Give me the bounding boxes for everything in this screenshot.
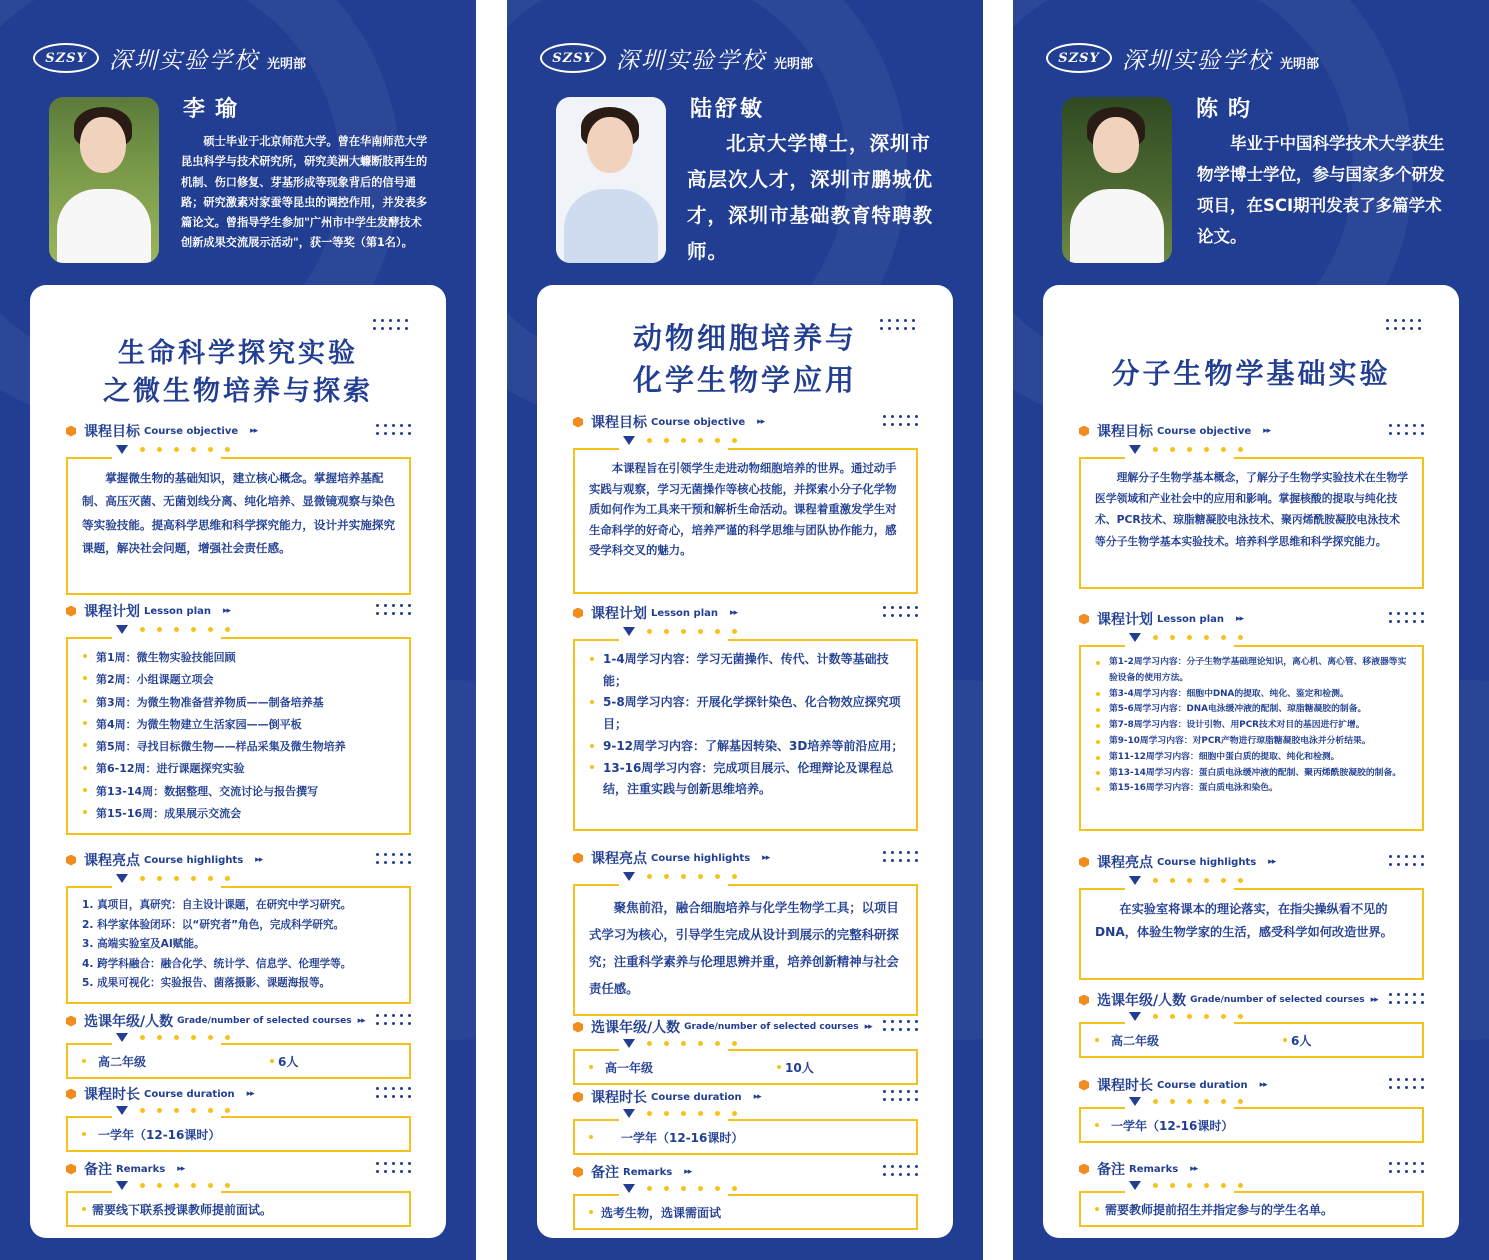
- teacher-photo: [49, 97, 159, 263]
- section-title: 课程计划: [591, 606, 647, 622]
- section-subtitle: Remarks: [116, 1163, 166, 1175]
- plan-list: [589, 649, 904, 801]
- course-title-line2: 之微生物培养与探索: [103, 376, 373, 407]
- section-title: 课程时长: [591, 1090, 647, 1106]
- objective-text: 掌握微生物的基础知识，建立核心概念。掌握培养基配制、高压灭菌、无菌划线分离、纯化培养、显微镜观察与染色等实验技能。提高科学思维和科学探究能力，设计并实施探究课题，解决社会问题，增强社会责任感。: [82, 471, 396, 555]
- section-title: 选课年级/人数: [1097, 993, 1187, 1009]
- grade-value: 高二年级: [1111, 1033, 1160, 1048]
- plan-item: 第3周：为微生物准备营养物质——制备培养基: [82, 692, 397, 714]
- duration-box: [1079, 1107, 1424, 1143]
- hexagon-icon: [1079, 614, 1089, 625]
- course-title-line2: 化学生物学应用: [632, 363, 857, 397]
- count-value: 6人: [1291, 1033, 1312, 1048]
- double-arrow-icon: ▸▸: [222, 606, 231, 616]
- dots-decoration: [376, 1162, 411, 1173]
- highlights-box: [573, 884, 918, 1016]
- hexagon-icon: [573, 1092, 583, 1103]
- hexagon-icon: [1079, 1164, 1089, 1175]
- duration-value: 一学年（12-16课时）: [621, 1130, 744, 1145]
- course-title-line1: 生命科学探究实验: [118, 338, 358, 369]
- double-arrow-icon: ▸▸: [1263, 426, 1271, 436]
- remarks-box: [573, 1194, 918, 1230]
- dots-decoration: [883, 606, 918, 617]
- section-plan: [1079, 609, 1424, 831]
- triangle-dots-marker: [1129, 629, 1424, 645]
- triangle-dots-marker: [623, 1037, 918, 1049]
- section-highlights: [66, 850, 411, 1004]
- section-title: 课程时长: [1097, 1078, 1153, 1094]
- objective-box: [1079, 457, 1424, 589]
- teacher-bio: 毕业于中国科学技术大学获生物学博士学位，参与国家多个研发项目，在SCI期刊发表了多篇学术论文。: [1197, 134, 1445, 246]
- dots-decoration: [883, 851, 918, 862]
- section-grade: [1079, 990, 1424, 1058]
- plan-list: [82, 647, 397, 825]
- hexagon-icon: [573, 608, 583, 619]
- double-arrow-icon: ▸▸: [762, 853, 770, 863]
- section-title: 备注: [1097, 1162, 1125, 1178]
- hexagon-icon: [573, 1167, 583, 1178]
- plan-item: 第1-2周学习内容：分子生物学基础理论知识，离心机、离心管、移液器等实验设备的使用方法。: [1095, 655, 1410, 687]
- plan-box: [1079, 645, 1424, 831]
- section-title: 选课年级/人数: [84, 1014, 174, 1030]
- section-objective: [66, 421, 411, 595]
- hexagon-icon: [1079, 995, 1089, 1006]
- highlights-text: 在实验室将课本的理论落实，在指尖操纵看不见的DNA，体验生物学家的生活，感受科学如何改造世界。: [1095, 902, 1393, 939]
- hexagon-icon: [66, 855, 76, 866]
- highlight-item: 1. 真项目，真研究：自主设计课题，在研究中学习研究。: [82, 899, 352, 911]
- plan-box: [573, 639, 918, 831]
- hexagon-icon: [1079, 857, 1089, 868]
- plan-item: 第2周：小组课题立项会: [82, 669, 397, 691]
- teacher-name: 李瑜: [183, 97, 248, 122]
- plan-item: 第15-16周：成果展示交流会: [82, 803, 397, 825]
- section-subtitle: Lesson plan: [651, 607, 718, 619]
- school-logo: [1046, 40, 1319, 76]
- double-arrow-icon: ▸▸: [1370, 995, 1378, 1005]
- objective-text: 理解分子生物学基本概念，了解分子生物学实验技术在生物学医学领域和产业社会中的应用和影响。掌握核酸的提取与纯化技术、PCR技术、琼脂糖凝胶电泳技术、聚丙烯酰胺凝胶电泳技术等分子生物学基本实验技术。培养科学思维和科学探究能力。: [1095, 471, 1409, 548]
- section-objective: [1079, 421, 1424, 589]
- dots-decoration: [376, 1087, 411, 1098]
- plan-item: 第5周：寻找目标微生物——样品采集及微生物培养: [82, 736, 397, 758]
- plan-item: 5-8周学习内容：开展化学探针染色、化合物效应探究项目；: [589, 692, 904, 735]
- hexagon-icon: [573, 1022, 583, 1033]
- dots-decoration: [1386, 319, 1421, 330]
- section-title: 课程亮点: [84, 853, 140, 869]
- double-arrow-icon: ▸▸: [357, 1016, 365, 1026]
- section-title: 课程计划: [1097, 612, 1153, 628]
- plan-item: 1-4周学习内容：学习无菌操作、传代、计数等基础技能；: [589, 649, 904, 692]
- section-title: 课程时长: [84, 1087, 140, 1103]
- double-arrow-icon: ▸▸: [757, 417, 765, 427]
- triangle-dots-marker: [116, 1179, 411, 1191]
- plan-box: [66, 637, 411, 835]
- plan-item: 第9-10周学习内容：对PCR产物进行琼脂糖凝胶电泳并分析结果。: [1095, 734, 1410, 750]
- dots-decoration: [376, 604, 411, 615]
- section-highlights: [1079, 852, 1424, 980]
- double-arrow-icon: ▸▸: [753, 1092, 761, 1102]
- section-subtitle: Remarks: [1129, 1163, 1179, 1175]
- section-subtitle: Course objective: [144, 425, 239, 437]
- plan-item: 第4周：为微生物建立生活家园——倒平板: [82, 714, 397, 736]
- section-subtitle: Lesson plan: [1157, 613, 1224, 625]
- triangle-dots-marker: [1129, 1179, 1424, 1191]
- section-subtitle: Course duration: [1157, 1079, 1248, 1091]
- double-arrow-icon: ▸▸: [177, 1164, 185, 1174]
- double-arrow-icon: ▸▸: [246, 1089, 254, 1099]
- section-remarks: [573, 1162, 918, 1230]
- section-subtitle: Lesson plan: [144, 605, 211, 617]
- triangle-dots-marker: [1129, 1010, 1424, 1022]
- section-remarks: [66, 1159, 411, 1227]
- dots-decoration: [376, 424, 411, 435]
- plan-item: 9-12周学习内容：了解基因转染、3D培养等前沿应用；: [589, 736, 904, 758]
- grade-box: [573, 1049, 918, 1085]
- triangle-dots-marker: [623, 1107, 918, 1119]
- objective-text: 本课程旨在引领学生走进动物细胞培养的世界。通过动手实践与观察，学习无菌操作等核心技能，并探索小分子化学物质如何作为工具来干预和解析生命活动。课程着重激发学生对生命科学的好奇心，培养严谨的科学思维与团队协作能力，感受学科交叉的魅力。: [589, 461, 897, 558]
- double-arrow-icon: ▸▸: [729, 608, 738, 618]
- hexagon-icon: [66, 606, 76, 617]
- dots-decoration: [376, 1014, 411, 1025]
- highlights-text: 聚焦前沿，融合细胞培养与化学生物学工具；以项目式学习为核心，引导学生完成从设计到展示的完整科研探究；注重科学素养与伦理思辨并重，培养创新精神与社会责任感。: [589, 900, 899, 996]
- duration-box: [573, 1119, 918, 1155]
- section-title: 课程亮点: [591, 851, 647, 867]
- triangle-dots-marker: [1129, 1095, 1424, 1107]
- dots-decoration: [883, 1165, 918, 1176]
- plan-item: 第15-16周学习内容：蛋白质电泳和染色。: [1095, 781, 1410, 797]
- section-highlights: [573, 848, 918, 1016]
- section-subtitle: Grade/number of selected courses: [1190, 995, 1365, 1005]
- section-title: 备注: [84, 1162, 112, 1178]
- highlights-box: [66, 886, 411, 1004]
- double-arrow-icon: ▸▸: [1268, 857, 1276, 867]
- triangle-dots-marker: [116, 1031, 411, 1043]
- section-title: 课程计划: [84, 604, 140, 620]
- teacher-name: 陆舒敏: [690, 97, 766, 122]
- section-title: 选课年级/人数: [591, 1020, 681, 1036]
- plan-item: 第1周：微生物实验技能回顾: [82, 647, 397, 669]
- poster-li-yu: [0, 0, 476, 1260]
- section-grade: [66, 1011, 411, 1079]
- section-grade: [573, 1017, 918, 1085]
- poster-lu-shumin: [507, 0, 983, 1260]
- school-logo: [540, 40, 813, 76]
- grade-value: 高二年级: [98, 1054, 147, 1069]
- hexagon-icon: [1079, 426, 1089, 437]
- duration-value: 一学年（12-16课时）: [1111, 1118, 1234, 1133]
- section-duration: [66, 1084, 411, 1152]
- double-arrow-icon: ▸▸: [684, 1167, 692, 1177]
- grade-value: 高一年级: [605, 1060, 654, 1075]
- course-title-line1: 分子生物学基础实验: [1111, 357, 1391, 390]
- campus-name: 光明部: [1280, 56, 1320, 72]
- teacher-bio: 北京大学博士，深圳市高层次人才，深圳市鹏城优才，深圳市基础教育特聘教师。: [687, 132, 934, 263]
- dots-decoration: [883, 1090, 918, 1101]
- triangle-dots-marker: [1129, 872, 1424, 888]
- duration-value: 一学年（12-16课时）: [98, 1127, 221, 1142]
- dots-decoration: [1389, 993, 1424, 1004]
- section-title: 课程目标: [1097, 424, 1153, 440]
- highlight-item: 5. 成果可视化：实验报告、菌落摄影、课题海报等。: [82, 977, 331, 989]
- plan-item: 第13-14周学习内容：蛋白质电泳缓冲液的配制、聚丙烯酰胺凝胶的制备。: [1095, 766, 1410, 782]
- count-value: 6人: [278, 1054, 299, 1069]
- section-subtitle: Course duration: [144, 1088, 235, 1100]
- plan-item: 第5-6周学习内容：DNA电泳缓冲液的配制、琼脂糖凝胶的制备。: [1095, 702, 1410, 718]
- dots-decoration: [1389, 1078, 1424, 1089]
- teacher-photo: [1062, 97, 1172, 263]
- course-card: [1043, 285, 1459, 1238]
- highlight-item: 4. 跨学科融合：融合化学、统计学、信息学、伦理学等。: [82, 957, 352, 970]
- poster-chen-yun: [1013, 0, 1489, 1260]
- school-badge-icon: SZSY: [33, 43, 99, 73]
- plan-item: 第3-4周学习内容：细胞中DNA的提取、纯化、鉴定和检测。: [1095, 687, 1410, 703]
- remarks-box: [1079, 1191, 1424, 1227]
- section-subtitle: Course duration: [651, 1091, 742, 1103]
- school-badge-icon: SZSY: [540, 43, 606, 73]
- plan-item: 第13-14周：数据整理、交流讨论与报告撰写: [82, 781, 397, 803]
- section-subtitle: Grade/number of selected courses: [177, 1016, 352, 1026]
- remarks-value: 需要教师提前招生并指定参与的学生名单。: [1105, 1202, 1334, 1217]
- plan-item: 第7-8周学习内容：设计引物、用PCR技术对目的基因进行扩增。: [1095, 718, 1410, 734]
- section-subtitle: Course highlights: [144, 854, 244, 866]
- objective-box: [66, 457, 411, 595]
- triangle-dots-marker: [623, 868, 918, 884]
- teacher-bio: 硕士毕业于北京师范大学。曾在华南师范大学昆虫科学与技术研究所，研究美洲大蠊断肢再生的机制、伤口修复、芽基形成等现象背后的信号通路；研究激素对家蚕等昆虫的调控作用，并发表多篇论文。曾指导学生参加"广州市中学生发酵技术创新成果交流展示活动"，获一等奖（第1名）。: [181, 135, 428, 250]
- highlights-box: [1079, 888, 1424, 980]
- section-plan: [66, 601, 411, 835]
- dots-decoration: [1389, 855, 1424, 866]
- triangle-dots-marker: [116, 1104, 411, 1116]
- section-subtitle: Course objective: [651, 416, 746, 428]
- triangle-dots-marker: [116, 441, 411, 457]
- remarks-value: 需要线下联系授课教师提前面试。: [92, 1202, 273, 1217]
- double-arrow-icon: ▸▸: [864, 1022, 872, 1032]
- school-name: 深圳实验学校: [616, 47, 766, 74]
- highlights-list: [82, 896, 397, 994]
- hexagon-icon: [66, 1016, 76, 1027]
- triangle-dots-marker: [623, 623, 918, 639]
- hexagon-icon: [573, 853, 583, 864]
- course-card: [537, 285, 953, 1238]
- school-name: 深圳实验学校: [1122, 47, 1272, 74]
- triangle-dots-marker: [623, 1182, 918, 1194]
- double-arrow-icon: ▸▸: [1235, 614, 1244, 624]
- hexagon-icon: [573, 417, 583, 428]
- hexagon-icon: [66, 1164, 76, 1175]
- count-value: 10人: [785, 1060, 814, 1075]
- triangle-dots-marker: [116, 870, 411, 886]
- section-title: 课程亮点: [1097, 855, 1153, 871]
- campus-name: 光明部: [267, 56, 307, 72]
- plan-item: 第11-12周学习内容：细胞中蛋白质的提取、纯化和检测。: [1095, 750, 1410, 766]
- double-arrow-icon: ▸▸: [250, 426, 258, 436]
- highlight-item: 2. 科学家体验闭环：以“研究者”角色，完成科学研究。: [82, 918, 345, 931]
- school-logo: [33, 40, 306, 76]
- section-plan: [573, 603, 918, 831]
- duration-box: [66, 1116, 411, 1152]
- campus-name: 光明部: [774, 56, 814, 72]
- dots-decoration: [1389, 612, 1424, 623]
- dots-decoration: [1389, 1162, 1424, 1173]
- section-duration: [1079, 1075, 1424, 1143]
- dots-decoration: [373, 319, 408, 330]
- section-subtitle: Course highlights: [651, 852, 751, 864]
- school-badge-icon: SZSY: [1046, 43, 1112, 73]
- plan-item: 第6-12周：进行课题探究实验: [82, 758, 397, 780]
- hexagon-icon: [66, 1089, 76, 1100]
- double-arrow-icon: ▸▸: [1259, 1080, 1267, 1090]
- dots-decoration: [883, 415, 918, 426]
- section-title: 课程目标: [84, 424, 140, 440]
- section-objective: [573, 412, 918, 594]
- hexagon-icon: [66, 426, 76, 437]
- section-title: 课程目标: [591, 415, 647, 431]
- section-title: 备注: [591, 1165, 619, 1181]
- teacher-photo: [556, 97, 666, 263]
- section-subtitle: Course highlights: [1157, 856, 1257, 868]
- section-subtitle: Course objective: [1157, 425, 1252, 437]
- plan-list: [1095, 655, 1410, 797]
- triangle-dots-marker: [623, 432, 918, 448]
- highlight-item: 3. 高端实验室及AI赋能。: [82, 938, 205, 950]
- course-card: [30, 285, 446, 1238]
- remarks-value: 选考生物，选课需面试: [601, 1205, 722, 1220]
- double-arrow-icon: ▸▸: [1190, 1164, 1198, 1174]
- dots-decoration: [376, 853, 411, 864]
- section-duration: [573, 1087, 918, 1155]
- hexagon-icon: [1079, 1080, 1089, 1091]
- grade-box: [66, 1043, 411, 1079]
- triangle-dots-marker: [1129, 441, 1424, 457]
- dots-decoration: [883, 1020, 918, 1031]
- section-subtitle: Grade/number of selected courses: [684, 1022, 859, 1032]
- grade-box: [1079, 1022, 1424, 1058]
- remarks-box: [66, 1191, 411, 1227]
- objective-box: [573, 448, 918, 594]
- triangle-dots-marker: [116, 621, 411, 637]
- section-subtitle: Remarks: [623, 1166, 673, 1178]
- plan-item: 13-16周学习内容：完成项目展示、伦理辩论及课程总结，注重实践与创新思维培养。: [589, 758, 904, 801]
- school-name: 深圳实验学校: [109, 47, 259, 74]
- course-title-line1: 动物细胞培养与: [632, 321, 857, 355]
- double-arrow-icon: ▸▸: [255, 855, 263, 865]
- dots-decoration: [1389, 424, 1424, 435]
- section-remarks: [1079, 1159, 1424, 1227]
- teacher-name: 陈昀: [1196, 97, 1261, 122]
